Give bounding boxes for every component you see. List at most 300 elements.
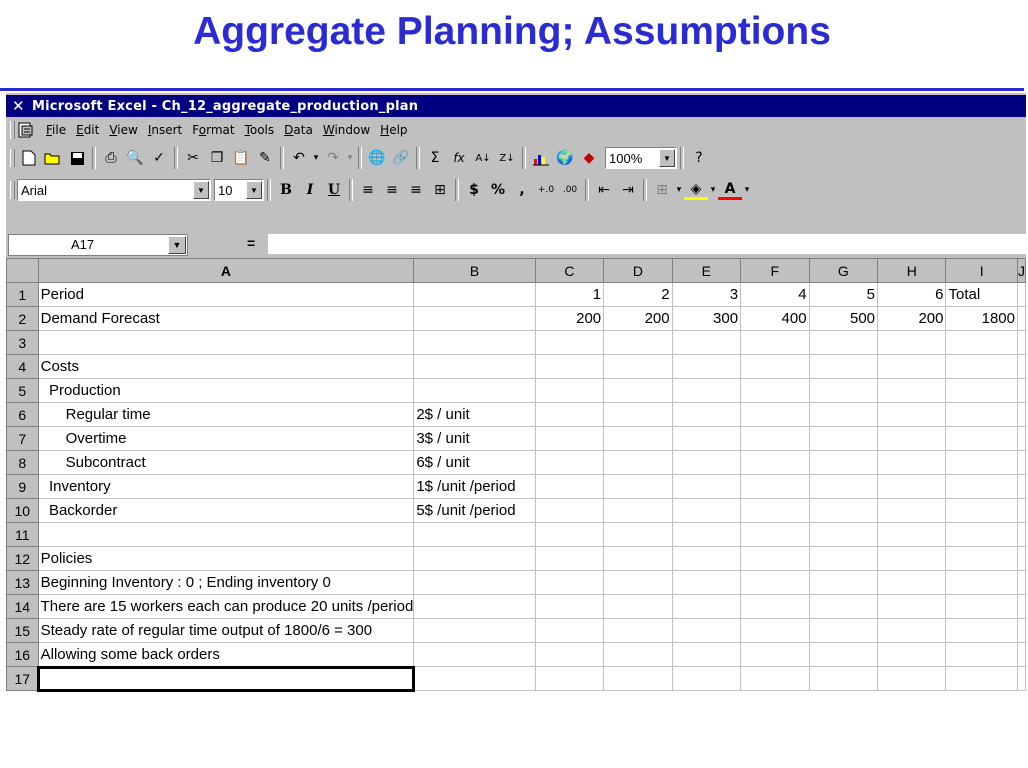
row-header[interactable]: 10 <box>7 499 39 523</box>
cell-d6[interactable] <box>604 403 672 427</box>
cell-i14[interactable] <box>946 595 1018 619</box>
row-header[interactable]: 5 <box>7 379 39 403</box>
cell-f9[interactable] <box>741 475 809 499</box>
toolbar-separator <box>680 147 684 169</box>
cell-a2[interactable]: Demand Forecast <box>38 307 414 331</box>
cell-e3[interactable] <box>672 331 740 355</box>
cell-d15[interactable] <box>604 619 672 643</box>
row-header[interactable]: 1 <box>7 283 39 307</box>
toolbar-separator <box>267 179 271 201</box>
cell-c3[interactable] <box>535 331 603 355</box>
cell-h4[interactable] <box>878 355 946 379</box>
column-header[interactable]: J <box>1018 259 1026 283</box>
cell-h3[interactable] <box>878 331 946 355</box>
cell-a15[interactable] <box>38 619 414 643</box>
row-header[interactable]: 16 <box>7 643 39 667</box>
cell-c7[interactable] <box>535 427 603 451</box>
cell-h7[interactable] <box>878 427 946 451</box>
cell-text: Steady rate of regular time output of 1800/6 = 300 <box>40 622 373 639</box>
cell-e12[interactable] <box>672 547 740 571</box>
cell-c17[interactable] <box>535 667 603 691</box>
cell-j7[interactable] <box>1018 427 1026 451</box>
new-icon[interactable] <box>17 147 41 169</box>
cell-c13[interactable] <box>535 571 603 595</box>
comma-icon[interactable]: , <box>519 182 525 198</box>
table-row <box>7 355 1026 379</box>
cell-h5[interactable] <box>878 379 946 403</box>
cell-g1[interactable]: 5 <box>809 283 877 307</box>
title-bar[interactable] <box>6 95 1026 117</box>
cell-c14[interactable] <box>535 595 603 619</box>
column-header[interactable]: G <box>809 259 877 283</box>
excel-icon[interactable]: ✕ <box>12 97 25 115</box>
cell-b11[interactable] <box>414 523 535 547</box>
cell-f4[interactable] <box>741 355 809 379</box>
menu-insert[interactable]: Insert <box>147 123 183 137</box>
cell-i13[interactable] <box>946 571 1018 595</box>
cell-f8[interactable] <box>741 451 809 475</box>
column-header[interactable]: E <box>672 259 740 283</box>
cell-d14[interactable] <box>604 595 672 619</box>
toolbar-grip[interactable] <box>10 149 15 167</box>
cell-h17[interactable] <box>878 667 946 691</box>
cell-f5[interactable] <box>741 379 809 403</box>
cell-h11[interactable] <box>878 523 946 547</box>
decrease-decimal-icon[interactable]: .00 <box>562 185 578 195</box>
menu-grip[interactable] <box>10 121 15 139</box>
workbook-icon[interactable] <box>17 122 35 138</box>
row-header[interactable]: 2 <box>7 307 39 331</box>
cell-e10[interactable] <box>672 499 740 523</box>
menu-format[interactable]: Format <box>192 123 235 137</box>
cell-a13[interactable] <box>38 571 414 595</box>
cell-d1[interactable]: 2 <box>604 283 672 307</box>
chevron-down-icon[interactable]: ▼ <box>193 181 209 199</box>
cell-g13[interactable] <box>809 571 877 595</box>
redo-icon[interactable]: ↷ <box>327 150 339 166</box>
cell-c11[interactable] <box>535 523 603 547</box>
cell-f2[interactable]: 400 <box>741 307 809 331</box>
cell-h12[interactable] <box>878 547 946 571</box>
underline-icon[interactable]: U <box>327 182 341 198</box>
font-value: Arial <box>21 182 48 198</box>
name-box-value: A17 <box>71 237 95 252</box>
font-select[interactable] <box>17 179 211 201</box>
cell-i16[interactable] <box>946 643 1018 667</box>
percent-icon[interactable]: % <box>490 182 506 198</box>
cell-a8[interactable]: Subcontract <box>38 451 414 475</box>
cell-d3[interactable] <box>604 331 672 355</box>
row-header[interactable]: 9 <box>7 475 39 499</box>
cell-a17[interactable] <box>38 667 414 691</box>
cell-f10[interactable] <box>741 499 809 523</box>
cell-j11[interactable] <box>1018 523 1026 547</box>
toolbar-separator <box>92 147 96 169</box>
cell-j13[interactable] <box>1018 571 1026 595</box>
cell-g17[interactable] <box>809 667 877 691</box>
cell-e7[interactable] <box>672 427 740 451</box>
cell-g8[interactable] <box>809 451 877 475</box>
table-row <box>7 643 1026 667</box>
cell-b14[interactable] <box>414 595 535 619</box>
column-header[interactable]: D <box>604 259 672 283</box>
cell-c4[interactable] <box>535 355 603 379</box>
cell-b17[interactable] <box>414 667 535 691</box>
select-all-corner[interactable] <box>7 259 39 283</box>
cell-g6[interactable] <box>809 403 877 427</box>
decrease-indent-icon[interactable]: ⇤ <box>598 182 610 198</box>
cell-i10[interactable] <box>946 499 1018 523</box>
menu-view[interactable]: View <box>109 123 138 137</box>
cell-e9[interactable] <box>672 475 740 499</box>
cell-h1[interactable]: 6 <box>878 283 946 307</box>
cell-e14[interactable] <box>672 595 740 619</box>
cell-b2[interactable] <box>414 307 535 331</box>
cell-j2[interactable] <box>1018 307 1026 331</box>
cell-j16[interactable] <box>1018 643 1026 667</box>
cell-d10[interactable] <box>604 499 672 523</box>
cell-i15[interactable] <box>946 619 1018 643</box>
chevron-down-icon[interactable]: ▾ <box>744 185 750 195</box>
globe-icon[interactable]: 🌐 <box>368 150 386 166</box>
increase-indent-icon[interactable]: ⇥ <box>622 182 634 198</box>
table-row <box>7 283 1026 307</box>
cell-f16[interactable] <box>741 643 809 667</box>
drawing-icon[interactable]: ◆ <box>583 150 595 166</box>
cell-i1[interactable]: Total <box>946 283 1018 307</box>
cell-f7[interactable] <box>741 427 809 451</box>
cell-e17[interactable] <box>672 667 740 691</box>
office-assistant-icon[interactable]: ? <box>695 150 703 166</box>
cell-f13[interactable] <box>741 571 809 595</box>
format-painter-icon[interactable]: ✎ <box>259 150 271 166</box>
cell-b6[interactable]: 2$ / unit <box>414 403 535 427</box>
cell-j12[interactable] <box>1018 547 1026 571</box>
cell-h15[interactable] <box>878 619 946 643</box>
cell-b15[interactable] <box>414 619 535 643</box>
row-header[interactable]: 15 <box>7 619 39 643</box>
cell-b5[interactable] <box>414 379 535 403</box>
cell-a4[interactable]: Costs <box>38 355 414 379</box>
autosum-icon[interactable]: Σ <box>430 150 440 166</box>
toolbar-separator <box>455 179 459 201</box>
table-row <box>7 547 1026 571</box>
formula-bar <box>6 231 1026 257</box>
cell-g16[interactable] <box>809 643 877 667</box>
undo-icon[interactable]: ↶ <box>293 150 305 166</box>
cell-a3[interactable] <box>38 331 414 355</box>
column-header[interactable]: I <box>946 259 1018 283</box>
row-header[interactable]: 12 <box>7 547 39 571</box>
cell-a11[interactable] <box>38 523 414 547</box>
cell-h2[interactable]: 200 <box>878 307 946 331</box>
spelling-icon[interactable]: ✓ <box>153 150 165 166</box>
cell-j14[interactable] <box>1018 595 1026 619</box>
column-header[interactable]: A <box>38 259 414 283</box>
chart-wizard-icon[interactable] <box>529 147 553 169</box>
row-header[interactable]: 14 <box>7 595 39 619</box>
cell-c1[interactable]: 1 <box>535 283 603 307</box>
table-row <box>7 427 1026 451</box>
currency-icon[interactable]: $ <box>469 182 479 198</box>
cell-h10[interactable] <box>878 499 946 523</box>
cell-g12[interactable] <box>809 547 877 571</box>
cell-d8[interactable] <box>604 451 672 475</box>
cell-g3[interactable] <box>809 331 877 355</box>
table-row <box>7 523 1026 547</box>
cell-a9[interactable]: Inventory <box>38 475 414 499</box>
column-header[interactable]: F <box>741 259 809 283</box>
cell-h8[interactable] <box>878 451 946 475</box>
row-header[interactable]: 3 <box>7 331 39 355</box>
cell-j8[interactable] <box>1018 451 1026 475</box>
cell-i7[interactable] <box>946 427 1018 451</box>
cell-text: Beginning Inventory : 0 ; Ending inventory 0 <box>40 574 331 591</box>
cell-c15[interactable] <box>535 619 603 643</box>
row-header[interactable]: 13 <box>7 571 39 595</box>
font-color-icon[interactable]: A <box>718 180 742 200</box>
table-row <box>7 667 1026 691</box>
cell-table <box>6 258 1026 691</box>
cell-g14[interactable] <box>809 595 877 619</box>
cell-a7[interactable]: Overtime <box>38 427 414 451</box>
chevron-down-icon[interactable]: ▾ <box>676 185 682 195</box>
column-header[interactable]: B <box>414 259 535 283</box>
table-row <box>7 595 1026 619</box>
cell-d7[interactable] <box>604 427 672 451</box>
cell-e15[interactable] <box>672 619 740 643</box>
paste-icon[interactable]: 📋 <box>232 150 250 166</box>
chevron-down-icon[interactable]: ▾ <box>710 185 716 195</box>
map-icon[interactable]: 🌍 <box>556 150 574 166</box>
menu-bar <box>6 119 1026 141</box>
cell-f14[interactable] <box>741 595 809 619</box>
italic-icon[interactable]: I <box>306 182 314 198</box>
cell-a12[interactable]: Policies <box>38 547 414 571</box>
cell-j17[interactable] <box>1018 667 1026 691</box>
fill-color-icon[interactable]: ◈ <box>684 180 708 200</box>
cell-e16[interactable] <box>672 643 740 667</box>
cell-c5[interactable] <box>535 379 603 403</box>
cell-b3[interactable] <box>414 331 535 355</box>
cell-g5[interactable] <box>809 379 877 403</box>
cell-j1[interactable] <box>1018 283 1026 307</box>
cell-i12[interactable] <box>946 547 1018 571</box>
font-size-value: 10 <box>218 182 233 198</box>
cell-i17[interactable] <box>946 667 1018 691</box>
cell-a5[interactable]: Production <box>38 379 414 403</box>
cell-f11[interactable] <box>741 523 809 547</box>
borders-icon[interactable]: ⊞ <box>656 182 668 198</box>
cell-f17[interactable] <box>741 667 809 691</box>
cell-a10[interactable]: Backorder <box>38 499 414 523</box>
cell-d5[interactable] <box>604 379 672 403</box>
menu-file[interactable]: File <box>46 123 67 137</box>
table-row <box>7 379 1026 403</box>
formatting-toolbar <box>6 175 1026 205</box>
toolbar-separator <box>585 179 589 201</box>
cell-i3[interactable] <box>946 331 1018 355</box>
cell-b13[interactable] <box>414 571 535 595</box>
cell-j9[interactable] <box>1018 475 1026 499</box>
cell-h6[interactable] <box>878 403 946 427</box>
cell-a16[interactable] <box>38 643 414 667</box>
bold-icon[interactable]: B <box>280 182 292 198</box>
cell-b10[interactable]: 5$ /unit /period <box>414 499 535 523</box>
toolbar-separator <box>643 179 647 201</box>
cell-h16[interactable] <box>878 643 946 667</box>
cell-c9[interactable] <box>535 475 603 499</box>
cell-a14[interactable] <box>38 595 414 619</box>
cell-text: Allowing some back orders <box>40 646 220 663</box>
cell-f15[interactable] <box>741 619 809 643</box>
cell-i4[interactable] <box>946 355 1018 379</box>
chevron-down-icon[interactable]: ▾ <box>313 153 319 163</box>
cell-e11[interactable] <box>672 523 740 547</box>
cell-f6[interactable] <box>741 403 809 427</box>
toolbar-separator <box>280 147 284 169</box>
cell-g10[interactable] <box>809 499 877 523</box>
cell-g2[interactable]: 500 <box>809 307 877 331</box>
cut-icon[interactable]: ✂ <box>187 150 199 166</box>
print-preview-icon[interactable]: 🔍 <box>126 150 144 166</box>
cell-e2[interactable]: 300 <box>672 307 740 331</box>
cell-f3[interactable] <box>741 331 809 355</box>
merge-center-icon[interactable]: ⊞ <box>434 182 446 198</box>
table-row <box>7 403 1026 427</box>
cell-d9[interactable] <box>604 475 672 499</box>
cell-b9[interactable]: 1$ /unit /period <box>414 475 535 499</box>
menu-data[interactable]: Data <box>284 123 313 137</box>
increase-decimal-icon[interactable]: +.0 <box>537 185 555 195</box>
column-header[interactable]: H <box>878 259 946 283</box>
cell-a6[interactable]: Regular time <box>38 403 414 427</box>
cell-g15[interactable] <box>809 619 877 643</box>
menu-help[interactable]: Help <box>380 123 408 137</box>
align-left-icon[interactable]: ≡ <box>362 182 374 198</box>
cell-e13[interactable] <box>672 571 740 595</box>
function-icon[interactable]: fx <box>453 151 465 165</box>
cell-b7[interactable]: 3$ / unit <box>414 427 535 451</box>
cell-b16[interactable] <box>414 643 535 667</box>
formula-input[interactable] <box>268 234 1028 254</box>
cell-c12[interactable] <box>535 547 603 571</box>
cell-i8[interactable] <box>946 451 1018 475</box>
row-header[interactable]: 7 <box>7 427 39 451</box>
menu-tools[interactable]: Tools <box>244 123 275 137</box>
cell-d17[interactable] <box>604 667 672 691</box>
name-box[interactable] <box>8 234 188 256</box>
row-header[interactable]: 11 <box>7 523 39 547</box>
cell-f12[interactable] <box>741 547 809 571</box>
cell-e4[interactable] <box>672 355 740 379</box>
cell-i6[interactable] <box>946 403 1018 427</box>
align-right-icon[interactable]: ≡ <box>410 182 422 198</box>
cell-g4[interactable] <box>809 355 877 379</box>
cell-j6[interactable] <box>1018 403 1026 427</box>
cell-j15[interactable] <box>1018 619 1026 643</box>
cell-g9[interactable] <box>809 475 877 499</box>
cell-d11[interactable] <box>604 523 672 547</box>
worksheet-grid <box>6 258 1026 691</box>
open-icon[interactable] <box>41 147 65 169</box>
sort-ascending-icon[interactable]: A↓ <box>475 152 491 164</box>
align-center-icon[interactable]: ≡ <box>386 182 398 198</box>
print-icon[interactable]: ⎙ <box>105 150 117 166</box>
cell-h13[interactable] <box>878 571 946 595</box>
cell-j3[interactable] <box>1018 331 1026 355</box>
cell-e6[interactable] <box>672 403 740 427</box>
chevron-down-icon[interactable]: ▼ <box>246 181 262 199</box>
column-header[interactable]: C <box>535 259 603 283</box>
cell-d16[interactable] <box>604 643 672 667</box>
cell-j4[interactable] <box>1018 355 1026 379</box>
cell-a1[interactable]: Period <box>38 283 414 307</box>
cell-g7[interactable] <box>809 427 877 451</box>
table-row <box>7 307 1026 331</box>
cell-c6[interactable] <box>535 403 603 427</box>
row-header[interactable]: 6 <box>7 403 39 427</box>
zoom-value: 100% <box>609 150 643 166</box>
cell-e8[interactable] <box>672 451 740 475</box>
zoom-select[interactable] <box>605 147 677 169</box>
cell-b12[interactable] <box>414 547 535 571</box>
toolbar-separator <box>174 147 178 169</box>
cell-d2[interactable]: 200 <box>604 307 672 331</box>
chevron-down-icon[interactable]: ▼ <box>659 149 675 167</box>
row-header[interactable]: 17 <box>7 667 39 691</box>
cell-j10[interactable] <box>1018 499 1026 523</box>
cell-f1[interactable]: 4 <box>741 283 809 307</box>
cell-i5[interactable] <box>946 379 1018 403</box>
cell-b8[interactable]: 6$ / unit <box>414 451 535 475</box>
hyperlink-icon[interactable]: 🔗 <box>392 150 410 166</box>
cell-j5[interactable] <box>1018 379 1026 403</box>
chevron-down-icon[interactable]: ▾ <box>347 153 353 163</box>
cell-e1[interactable]: 3 <box>672 283 740 307</box>
menu-edit[interactable]: Edit <box>76 123 100 137</box>
table-row <box>7 619 1026 643</box>
sort-descending-icon[interactable]: Z↓ <box>499 152 515 164</box>
cell-d13[interactable] <box>604 571 672 595</box>
cell-c16[interactable] <box>535 643 603 667</box>
edit-formula-button[interactable]: = <box>247 235 256 251</box>
cell-text: There are 15 workers each can produce 20 units /period <box>40 598 414 615</box>
cell-i9[interactable] <box>946 475 1018 499</box>
cell-b1[interactable] <box>414 283 535 307</box>
cell-i11[interactable] <box>946 523 1018 547</box>
save-icon[interactable] <box>65 147 89 169</box>
cell-i2[interactable]: 1800 <box>946 307 1018 331</box>
cell-h14[interactable] <box>878 595 946 619</box>
cell-d4[interactable] <box>604 355 672 379</box>
cell-d12[interactable] <box>604 547 672 571</box>
menu-window[interactable]: Window <box>322 123 371 137</box>
row-header[interactable]: 8 <box>7 451 39 475</box>
cell-c10[interactable] <box>535 499 603 523</box>
cell-b4[interactable] <box>414 355 535 379</box>
cell-c2[interactable]: 200 <box>535 307 603 331</box>
cell-e5[interactable] <box>672 379 740 403</box>
cell-g11[interactable] <box>809 523 877 547</box>
copy-icon[interactable]: ❐ <box>210 150 224 166</box>
font-size-select[interactable] <box>214 179 264 201</box>
row-header[interactable]: 4 <box>7 355 39 379</box>
cell-c8[interactable] <box>535 451 603 475</box>
cell-h9[interactable] <box>878 475 946 499</box>
chevron-down-icon[interactable]: ▼ <box>168 236 186 254</box>
toolbar-grip[interactable] <box>10 181 15 199</box>
